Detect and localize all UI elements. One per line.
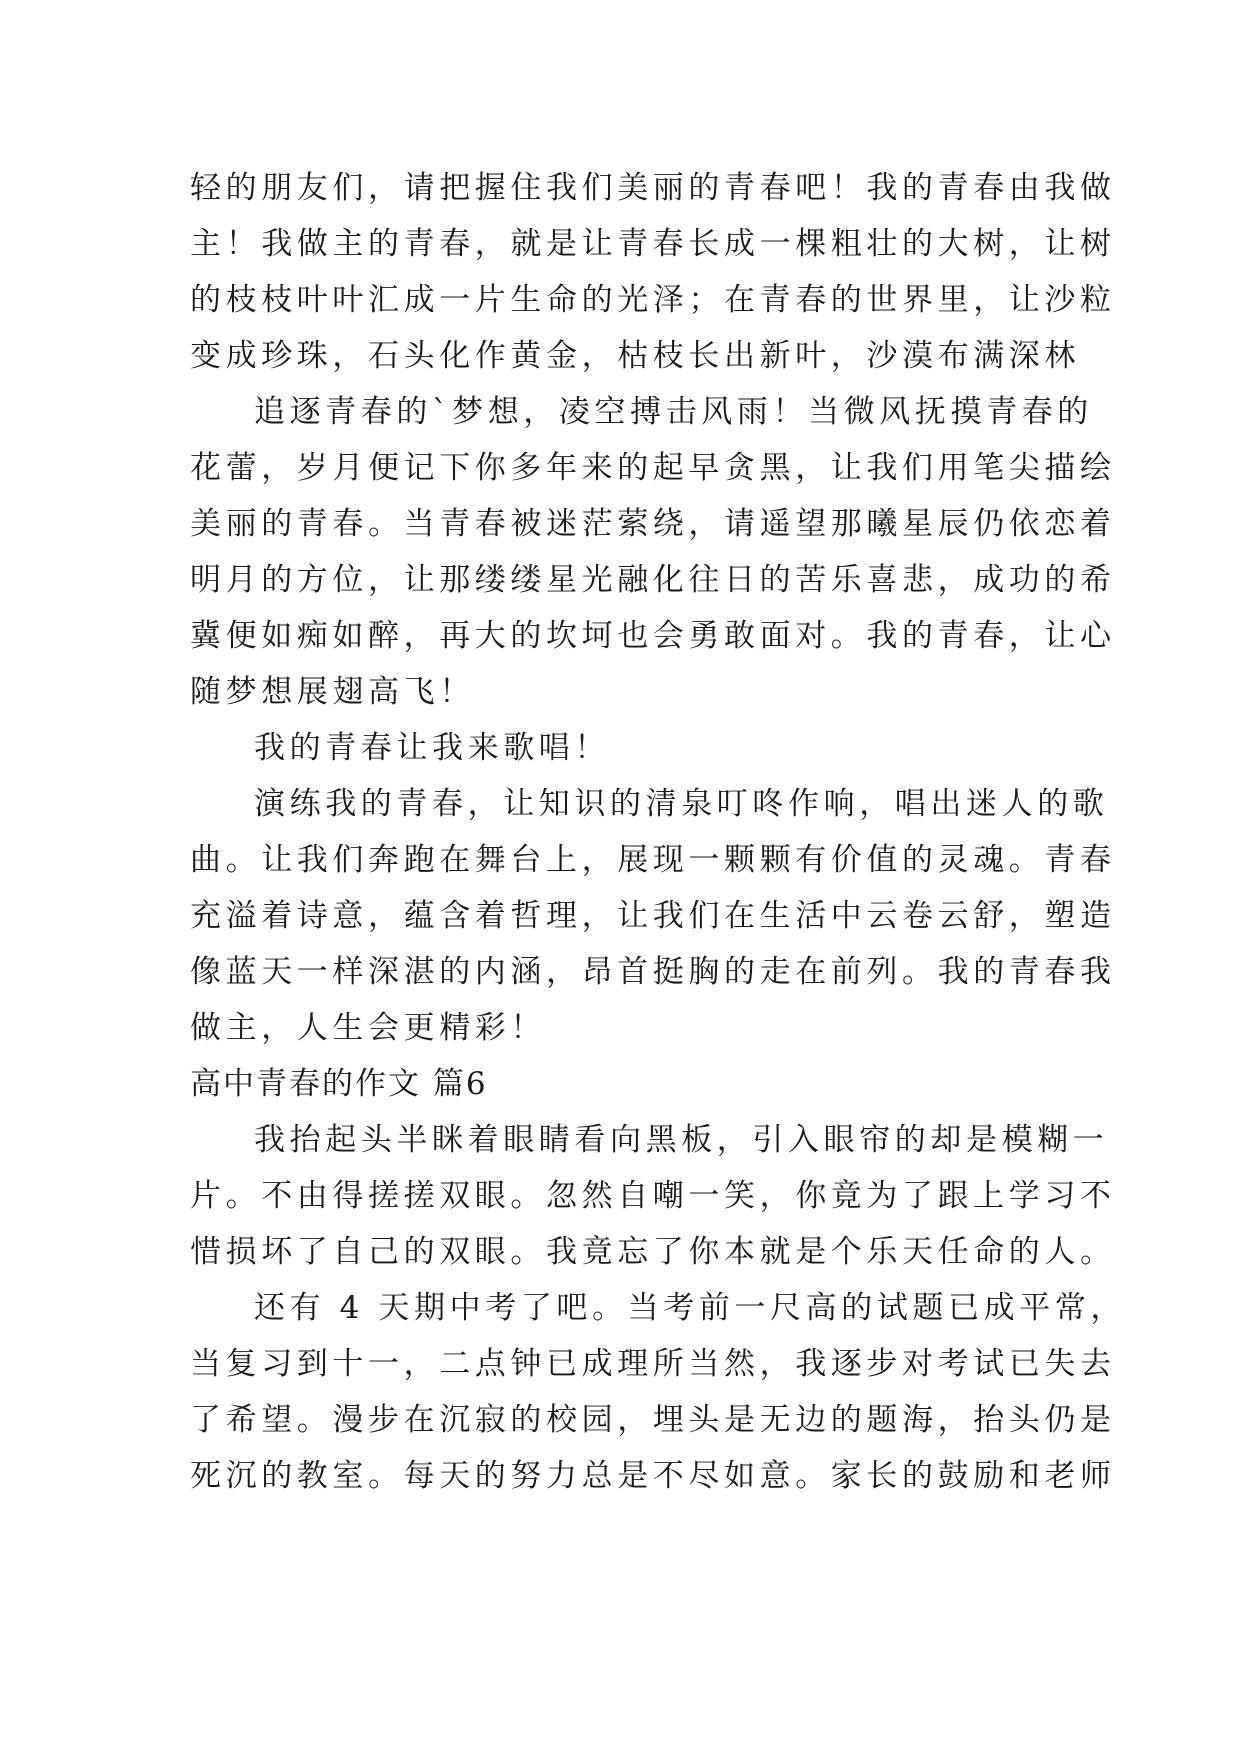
text-line: 美丽的青春。当青春被迷茫萦绕，请遥望那曦星辰仍依恋着 xyxy=(190,506,1116,542)
text-line: 像蓝天一样深湛的内涵，昂首挺胸的走在前列。我的青春我 xyxy=(190,954,1116,990)
text-line: 曲。让我们奔跑在舞台上，展现一颗颗有价值的灵魂。青春 xyxy=(190,842,1116,878)
text-line: 的枝枝叶叶汇成一片生命的光泽；在青春的世界里，让沙粒 xyxy=(190,282,1116,318)
text-line: 当复习到十一，二点钟已成理所当然，我逐步对考试已失去 xyxy=(190,1346,1116,1382)
section-heading: 高中青春的作文 篇6 xyxy=(190,1066,488,1102)
text-line: 变成珍珠，石头化作黄金，枯枝长出新叶，沙漠布满深林 xyxy=(190,338,1080,374)
document-page xyxy=(190,160,1127,1504)
text-line: 主！我做主的青春，就是让青春长成一棵粗壮的大树，让树 xyxy=(190,226,1116,262)
text-line: 做主，人生会更精彩！ xyxy=(190,1010,546,1046)
text-line: 明月的方位，让那缕缕星光融化往日的苦乐喜悲，成功的希 xyxy=(190,562,1116,598)
paragraph-start-line: 还有 4 天期中考了吧。当考前一尺高的试题已成平常， xyxy=(254,1290,1127,1326)
text-line: 片。不由得搓搓双眼。忽然自嘲一笑，你竟为了跟上学习不 xyxy=(190,1178,1116,1214)
text-line: 随梦想展翅高飞！ xyxy=(190,674,475,710)
paragraph-start-line: 演练我的青春，让知识的清泉叮咚作响，唱出迷人的歌 xyxy=(254,786,1109,822)
text-line: 惜损坏了自己的双眼。我竟忘了你本就是个乐天任命的人。 xyxy=(190,1234,1116,1270)
text-line: 冀便如痴如醉，再大的坎坷也会勇敢面对。我的青春，让心 xyxy=(190,618,1116,654)
text-line: 轻的朋友们，请把握住我们美丽的青春吧！我的青春由我做 xyxy=(190,170,1116,206)
text-line: 充溢着诗意，蕴含着哲理，让我们在生活中云卷云舒，塑造 xyxy=(190,898,1116,934)
paragraph-start-line: 我的青春让我来歌唱！ xyxy=(254,730,610,766)
paragraph-start-line: 追逐青春的`梦想，凌空搏击风雨！当微风抚摸青春的 xyxy=(254,394,1093,430)
text-line: 死沉的教室。每天的努力总是不尽如意。家长的鼓励和老师 xyxy=(190,1458,1116,1494)
text-line: 了希望。漫步在沉寂的校园，埋头是无边的题海，抬头仍是 xyxy=(190,1402,1116,1438)
text-line: 花蕾，岁月便记下你多年来的起早贪黑，让我们用笔尖描绘 xyxy=(190,450,1116,486)
paragraph-start-line: 我抬起头半眯着眼睛看向黑板，引入眼帘的却是模糊一 xyxy=(254,1122,1109,1158)
